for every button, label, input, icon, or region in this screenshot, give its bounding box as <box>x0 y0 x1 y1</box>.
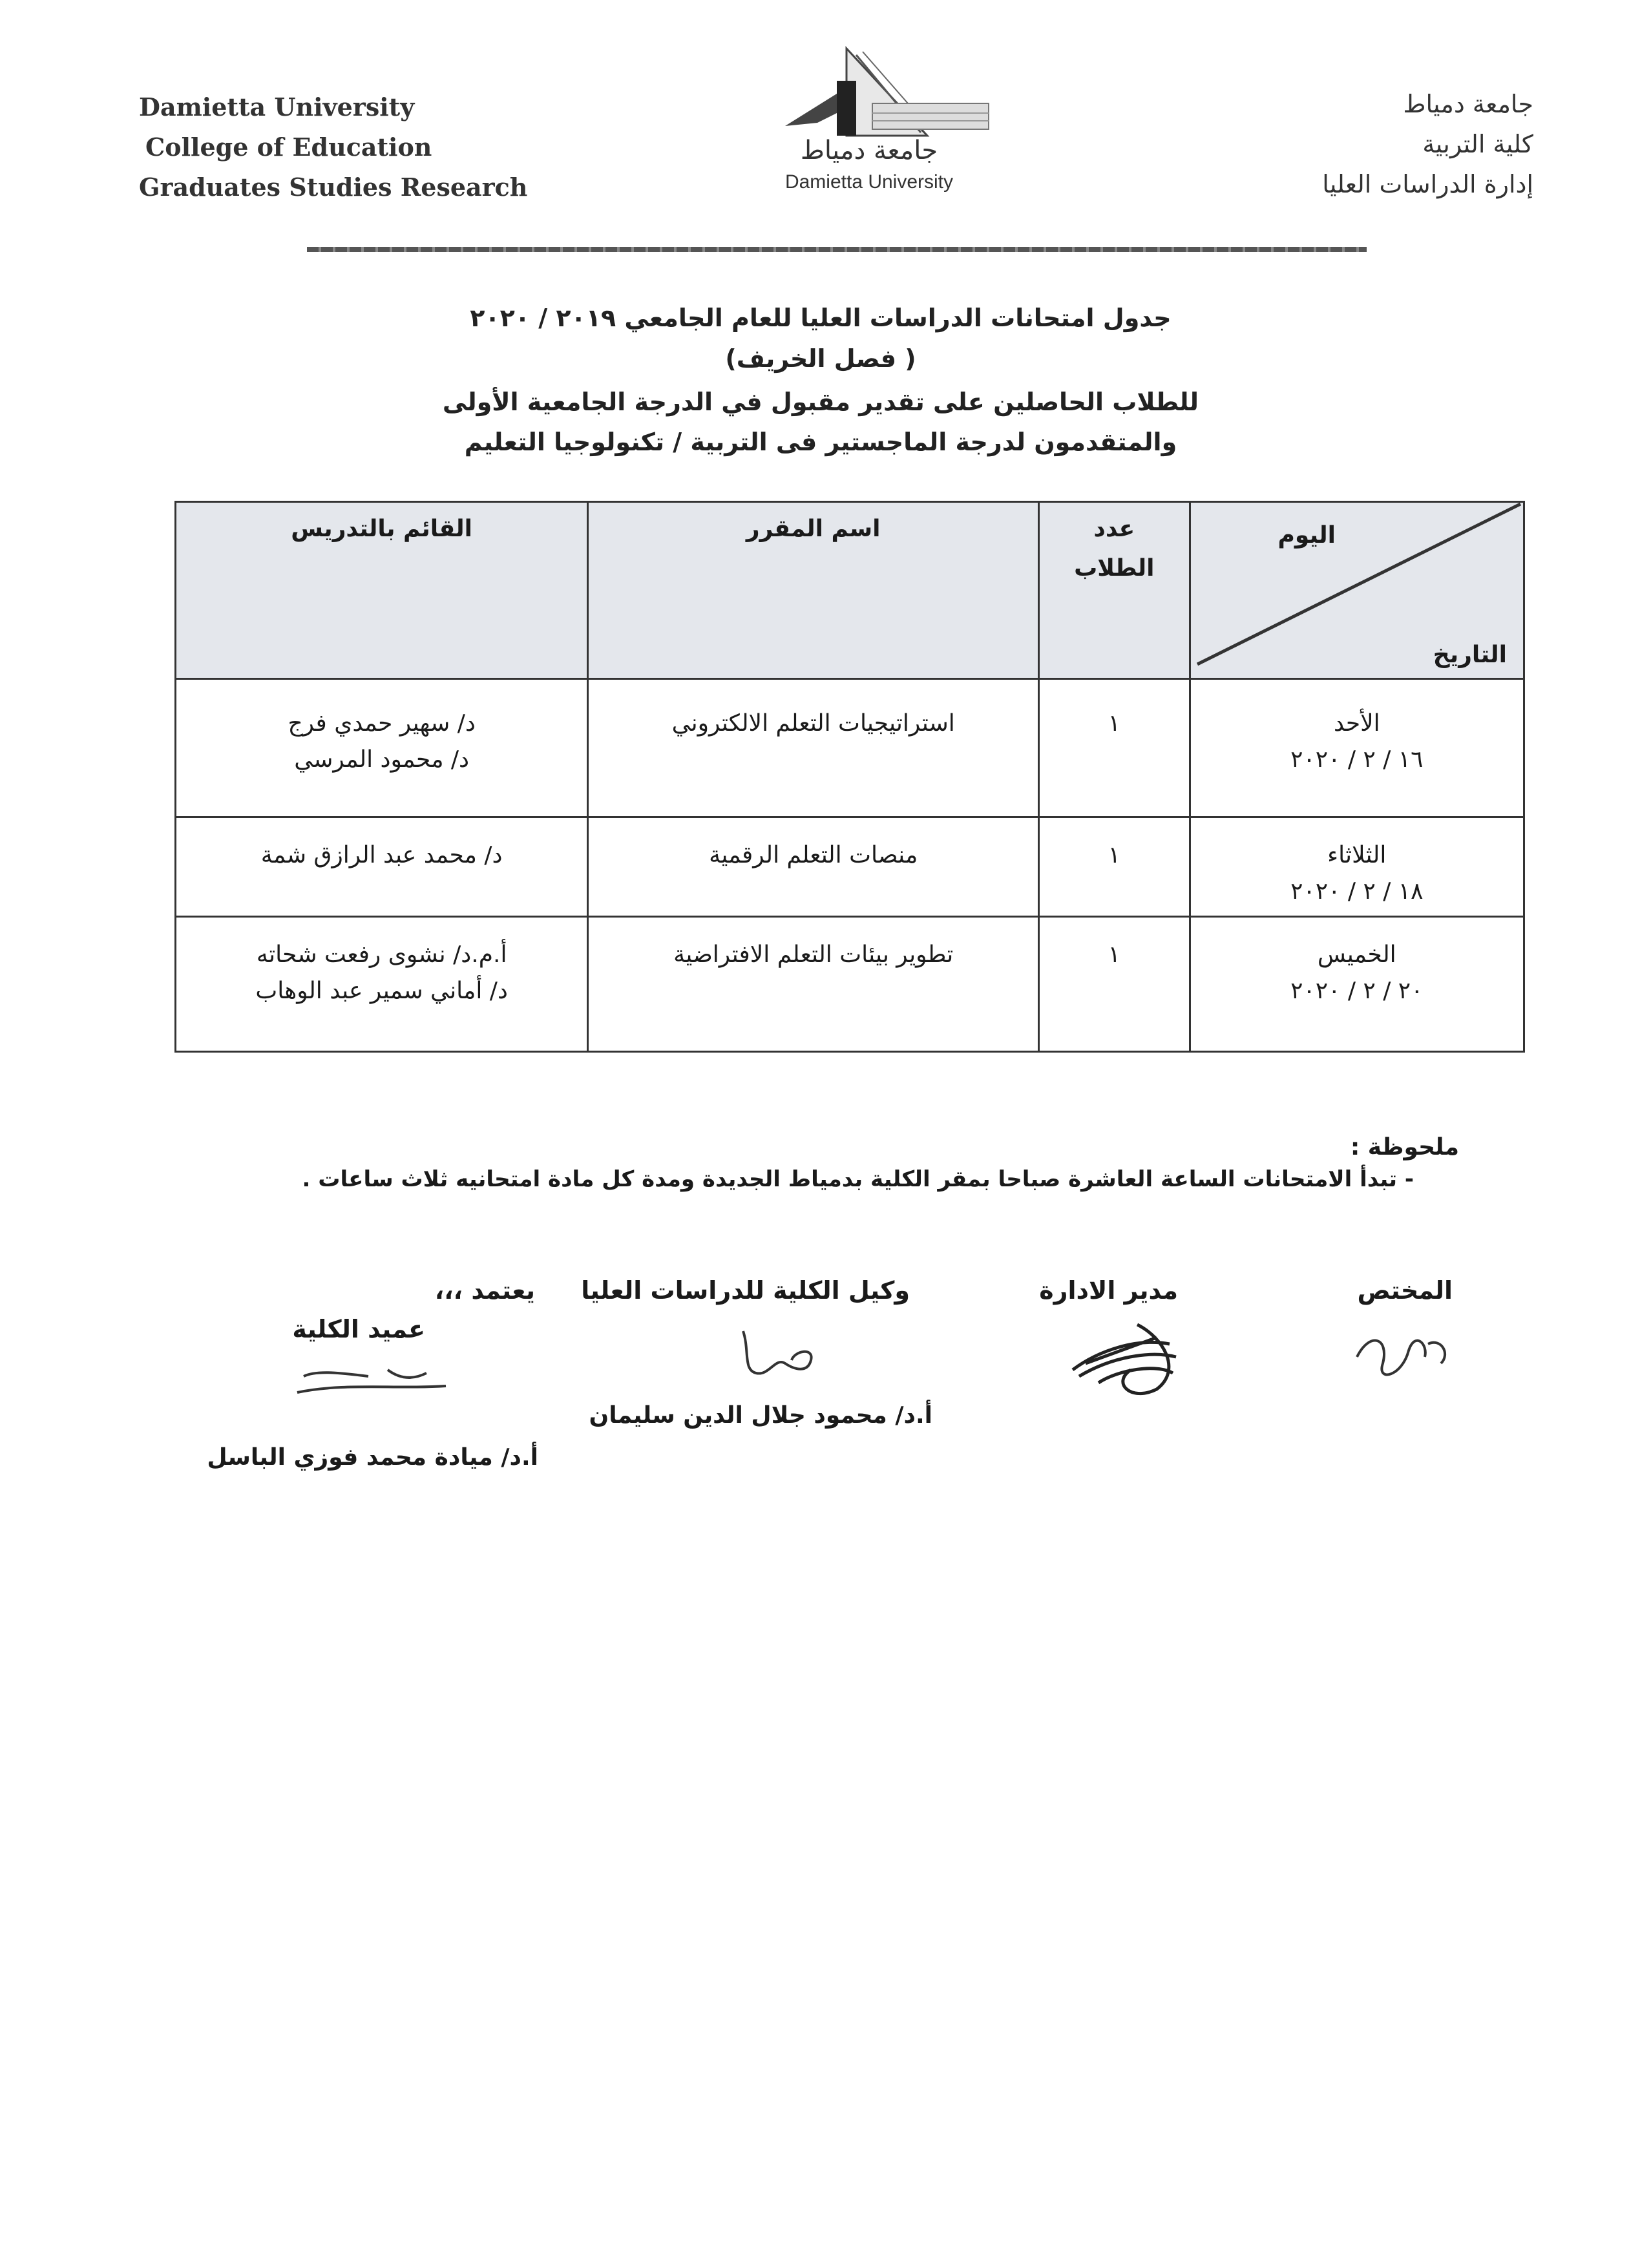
teacher-name: د/ أماني سمير عبد الوهاب <box>255 978 508 1004</box>
table-row <box>176 679 1524 817</box>
header-student-count <box>1039 502 1190 679</box>
header-day: اليوم <box>1277 522 1336 549</box>
college-name-ar: كلية التربية <box>1422 130 1533 158</box>
exam-schedule-table <box>174 501 1525 1053</box>
college-name-en: College of Education <box>145 132 432 162</box>
cell-teacher <box>176 817 588 917</box>
row-date: ٢٠ / ٢ / ٢٠٢٠ <box>1290 978 1424 1004</box>
header-teacher: القائم بالتدريس <box>176 502 588 679</box>
note-text: - تبدأ الامتحانات الساعة العاشرة صباحا بمقر الكلية بدمياط الجديدة ومدة كل مادة امتحانيه ثلاث ساعات . <box>302 1166 1414 1192</box>
approval-label: يعتمد ،،، <box>434 1276 535 1305</box>
teacher-name: د/ سهير حمدي فرج <box>288 710 476 737</box>
signature-vice-dean-title: وكيل الكلية للدراسات العليا <box>581 1276 910 1305</box>
table-row <box>176 817 1524 917</box>
teacher-name: د/ محمد عبد الرازق شمة <box>260 842 503 868</box>
teacher-name: د/ محمود المرسي <box>294 746 470 773</box>
signature-dean-title: عميد الكلية <box>292 1315 425 1343</box>
cell-course: منصات التعلم الرقمية <box>588 817 1039 917</box>
cell-day-date <box>1190 917 1524 1052</box>
vice-dean-signature-icon <box>730 1312 821 1389</box>
dean-name: أ.د/ ميادة محمد فوزي الباسل <box>207 1444 538 1471</box>
cell-course: استراتيجيات التعلم الالكتروني <box>588 679 1039 817</box>
note-label: ملحوظة : <box>1350 1134 1459 1160</box>
dean-signature-icon <box>291 1363 459 1409</box>
cell-count: ١ <box>1039 917 1190 1052</box>
header-count-line1: عدد <box>1093 516 1135 542</box>
teacher-name: أ.م.د/ نشوى رفعت شحاته <box>256 941 507 968</box>
university-name-en: Damietta University <box>139 92 415 121</box>
header-divider <box>307 247 1367 252</box>
row-day: الخميس <box>1317 941 1396 968</box>
cell-course: تطوير بيئات التعلم الافتراضية <box>588 917 1039 1052</box>
admin-manager-signature-icon <box>1060 1312 1189 1402</box>
header-day-date <box>1190 502 1524 679</box>
specialist-signature-icon <box>1344 1318 1460 1389</box>
vice-dean-name: أ.د/ محمود جلال الدين سليمان <box>589 1402 932 1429</box>
cell-count: ١ <box>1039 679 1190 817</box>
row-date: ١٦ / ٢ / ٢٠٢٠ <box>1290 746 1424 773</box>
letterhead-arabic <box>1322 84 1533 204</box>
title-line-3: للطلاب الحاصلين على تقدير مقبول في الدرجة الجامعية الأولى <box>442 388 1199 416</box>
row-day: الأحد <box>1333 710 1380 737</box>
cell-day-date <box>1190 817 1524 917</box>
logo-emblem-icon <box>759 42 998 139</box>
university-name-ar: جامعة دمياط <box>1403 90 1533 118</box>
logo-text-arabic: جامعة دمياط <box>800 136 938 165</box>
cell-teacher <box>176 917 588 1052</box>
department-name-en: Graduates Studies Research <box>139 173 528 202</box>
logo-text-english: Damietta University <box>784 171 954 193</box>
cell-day-date <box>1190 679 1524 817</box>
table-header-row <box>176 502 1524 679</box>
header-course: اسم المقرر <box>588 502 1039 679</box>
row-day: الثلاثاء <box>1327 842 1387 868</box>
signature-specialist-title: المختص <box>1357 1276 1453 1305</box>
header-date: التاريخ <box>1433 642 1507 668</box>
table-row <box>176 917 1524 1052</box>
cell-count: ١ <box>1039 817 1190 917</box>
department-name-ar: إدارة الدراسات العليا <box>1322 170 1533 198</box>
header-count-line2: الطلاب <box>1074 555 1155 582</box>
title-line-2: ( فصل الخريف) <box>725 344 916 373</box>
signature-admin-manager-title: مدير الادارة <box>1039 1276 1178 1305</box>
cell-teacher <box>176 679 588 817</box>
title-line-4: والمتقدمون لدرجة الماجستير فى التربية / تكنولوجيا التعليم <box>464 428 1177 456</box>
letterhead-english <box>139 87 527 207</box>
row-date: ١٨ / ٢ / ٢٠٢٠ <box>1290 878 1424 905</box>
title-line-1: جدول امتحانات الدراسات العليا للعام الجامعي ٢٠١٩ / ٢٠٢٠ <box>470 304 1172 332</box>
